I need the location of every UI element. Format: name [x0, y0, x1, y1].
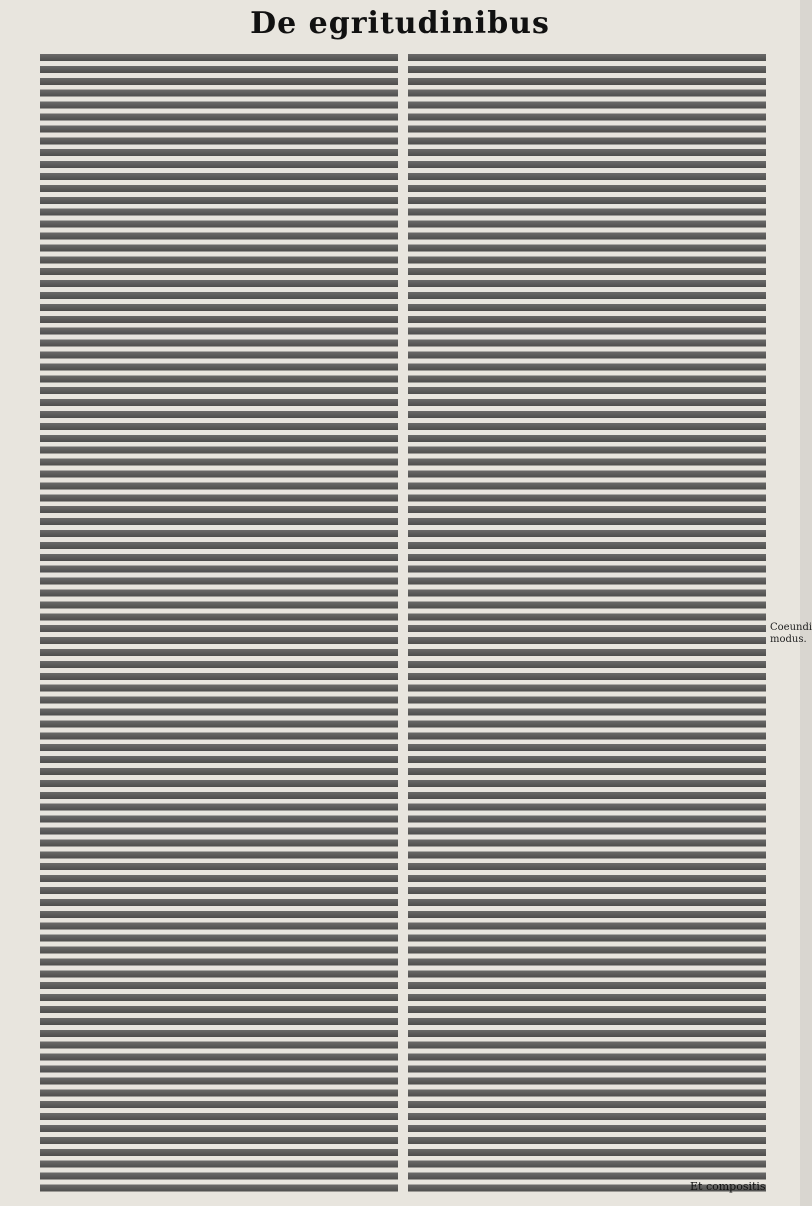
running-header [0, 6, 800, 41]
catchword: Et compositis [690, 1180, 766, 1193]
margin-note-line: Coeundi [770, 622, 812, 633]
page-title: De egritudinibus [250, 6, 550, 41]
margin-note-line: modus. [770, 634, 807, 645]
text-column-right [408, 52, 766, 1192]
margin-note [770, 622, 812, 646]
text-column-left [40, 52, 398, 1192]
